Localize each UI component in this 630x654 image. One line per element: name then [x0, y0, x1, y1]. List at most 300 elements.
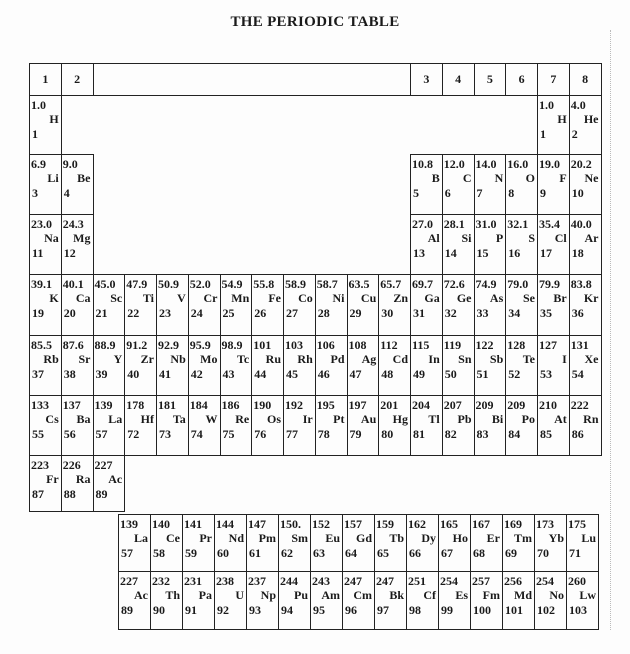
element-symbol: Ho: [452, 531, 468, 545]
element-symbol: Re: [235, 412, 250, 426]
element-cell-h: [537, 95, 570, 155]
atomic-mass: 58.7: [316, 277, 338, 291]
atomic-number: 32: [444, 306, 457, 320]
element-cell-ni: [315, 274, 348, 336]
element-cell-mn: [220, 274, 253, 336]
element-cell-cs: [29, 395, 62, 456]
atomic-number: 34: [508, 306, 521, 320]
atomic-mass: 150.: [280, 517, 301, 531]
atomic-number: 98: [409, 603, 421, 617]
atomic-number: 67: [441, 546, 453, 560]
element-symbol: Np: [260, 588, 276, 602]
atomic-number: 30: [381, 306, 394, 320]
element-cell-pd: [315, 335, 348, 396]
atomic-number: 83: [476, 427, 489, 441]
atomic-mass: 223: [31, 458, 49, 472]
atomic-mass: 257: [472, 574, 490, 588]
element-cell-b: [410, 154, 443, 215]
element-cell-na: [29, 214, 62, 275]
atomic-mass: 95.9: [189, 338, 211, 352]
atomic-mass: 195: [316, 398, 335, 412]
atomic-number: 5: [413, 186, 419, 200]
element-cell-se: [505, 274, 538, 336]
atomic-mass: 157: [344, 517, 362, 531]
element-symbol: Rn: [583, 412, 599, 426]
element-cell-pu: [278, 571, 311, 630]
atomic-number: 23: [159, 306, 171, 320]
atomic-number: 71: [569, 546, 581, 560]
element-cell-nd: [214, 514, 247, 572]
atomic-mass: 12.0: [443, 157, 465, 171]
atomic-mass: 112: [380, 338, 398, 352]
element-symbol: Cl: [554, 231, 567, 245]
element-symbol: Po: [521, 412, 535, 426]
element-cell-li: [29, 154, 62, 215]
element-cell-sr: [61, 335, 94, 396]
element-cell-ne: [569, 154, 602, 215]
atomic-number: 1: [32, 127, 38, 141]
atomic-mass: 251: [408, 574, 426, 588]
element-symbol: Br: [553, 291, 567, 305]
element-symbol: O: [525, 171, 535, 185]
element-symbol: S: [528, 231, 535, 245]
atomic-mass: 254: [440, 574, 458, 588]
atomic-mass: 231: [184, 574, 202, 588]
element-symbol: Cm: [353, 588, 372, 602]
element-symbol: Sc: [110, 291, 123, 305]
element-cell-ra: [61, 455, 94, 512]
element-symbol: Lu: [581, 531, 596, 545]
element-symbol: Sr: [78, 352, 91, 366]
atomic-mass: 140: [152, 517, 170, 531]
atomic-mass: 169: [504, 517, 522, 531]
atomic-number: 84: [508, 427, 521, 441]
atomic-mass: 40.0: [570, 217, 592, 231]
element-symbol: Am: [321, 588, 340, 602]
atomic-number: 24: [190, 306, 203, 320]
atomic-number: 27: [286, 306, 298, 320]
element-symbol: N: [494, 171, 504, 185]
atomic-mass: 122: [475, 338, 494, 352]
element-cell-ir: [283, 395, 316, 456]
atomic-mass: 186: [221, 398, 240, 412]
atomic-mass: 190: [253, 398, 272, 412]
atomic-number: 9: [540, 186, 546, 200]
atomic-mass: 254: [536, 574, 554, 588]
atomic-mass: 14.0: [475, 157, 497, 171]
element-cell-os: [251, 395, 284, 456]
atomic-number: 21: [95, 306, 108, 320]
element-cell-lw: [566, 571, 599, 630]
atomic-mass: 133: [31, 398, 49, 412]
element-symbol: Os: [266, 412, 281, 426]
element-cell-bi: [474, 395, 507, 456]
atomic-mass: 52.0: [189, 277, 211, 291]
atomic-mass: 40.1: [62, 277, 84, 291]
element-cell-ba: [61, 395, 94, 456]
element-cell-pr: [182, 514, 215, 572]
element-symbol: Mn: [231, 291, 250, 305]
atomic-mass: 1.0: [539, 98, 554, 112]
scan-edge: [610, 30, 612, 630]
element-symbol: Hg: [392, 412, 408, 426]
element-symbol: W: [205, 412, 218, 426]
atomic-mass: 28.1: [443, 217, 465, 231]
element-cell-h: [29, 95, 62, 155]
atomic-mass: 79.9: [539, 277, 560, 291]
element-symbol: Nd: [228, 531, 244, 545]
element-symbol: B: [431, 171, 440, 185]
atomic-number: 91: [185, 603, 197, 617]
element-symbol: Au: [360, 412, 377, 426]
element-cell-sm: [278, 514, 311, 572]
atomic-number: 64: [345, 546, 357, 560]
atomic-number: 20: [63, 306, 76, 320]
element-cell-fm: [470, 571, 503, 630]
atomic-number: 15: [476, 246, 489, 260]
atomic-number: 90: [153, 603, 165, 617]
element-cell-cd: [378, 335, 411, 396]
atomic-mass: 201: [380, 398, 399, 412]
atomic-number: 58: [153, 546, 165, 560]
atomic-number: 12: [63, 246, 76, 260]
element-symbol: Md: [514, 588, 532, 602]
atomic-number: 74: [190, 427, 203, 441]
element-cell-es: [438, 571, 471, 630]
element-symbol: Co: [298, 291, 313, 305]
atomic-number: 78: [317, 427, 330, 441]
element-symbol: At: [554, 412, 567, 426]
atomic-mass: 20.2: [570, 157, 592, 171]
element-symbol: Xe: [584, 352, 599, 366]
element-symbol: Fe: [268, 291, 281, 305]
atomic-number: 26: [254, 306, 267, 320]
atomic-mass: 247: [344, 574, 362, 588]
element-symbol: Sn: [458, 352, 472, 366]
element-cell-sc: [93, 274, 126, 336]
element-cell-ta: [156, 395, 189, 456]
element-symbol: Ac: [134, 588, 148, 602]
atomic-mass: 54.9: [221, 277, 243, 291]
atomic-number: 60: [217, 546, 229, 560]
element-cell-np: [246, 571, 279, 630]
element-cell-u: [214, 571, 247, 630]
element-cell-re: [220, 395, 253, 456]
atomic-number: 47: [349, 367, 362, 381]
atomic-mass: 16.0: [507, 157, 529, 171]
element-symbol: As: [489, 291, 504, 305]
element-symbol: Bi: [491, 412, 504, 426]
group-header-7: 7: [537, 63, 570, 96]
element-symbol: Th: [165, 588, 180, 602]
atomic-mass: 19.0: [539, 157, 560, 171]
atomic-mass: 55.8: [253, 277, 275, 291]
element-symbol: Pb: [457, 412, 472, 426]
element-symbol: I: [562, 352, 567, 366]
atomic-mass: 238: [216, 574, 234, 588]
atomic-mass: 115: [412, 338, 430, 352]
atomic-mass: 24.3: [62, 217, 84, 231]
atomic-number: 40: [127, 367, 140, 381]
atomic-number: 87: [32, 487, 44, 501]
element-symbol: Pt: [333, 412, 345, 426]
atomic-mass: 10.8: [412, 157, 433, 171]
element-symbol: He: [583, 112, 599, 126]
atomic-number: 70: [537, 546, 549, 560]
element-cell-al: [410, 214, 443, 275]
atomic-number: 11: [32, 246, 44, 260]
element-symbol: Se: [523, 291, 535, 305]
element-cell-i: [537, 335, 570, 396]
element-symbol: U: [235, 588, 244, 602]
atomic-mass: 178: [126, 398, 145, 412]
element-cell-md: [502, 571, 535, 630]
element-cell-ga: [410, 274, 443, 336]
element-cell-tb: [374, 514, 407, 572]
atomic-number: 88: [63, 487, 76, 501]
header-blank-box: [93, 63, 412, 96]
atomic-number: 7: [476, 186, 483, 200]
atomic-number: 6: [444, 186, 451, 200]
atomic-mass: 85.5: [31, 338, 52, 352]
element-symbol: Eu: [325, 531, 340, 545]
atomic-number: 66: [409, 546, 421, 560]
atomic-mass: 144: [216, 517, 234, 531]
atomic-number: 18: [571, 246, 584, 260]
element-symbol: Pm: [258, 531, 276, 545]
atomic-mass: 103: [285, 338, 303, 352]
atomic-mass: 237: [248, 574, 266, 588]
element-symbol: C: [462, 171, 472, 185]
atomic-mass: 127: [539, 338, 557, 352]
atomic-mass: 175: [568, 517, 586, 531]
atomic-number: 53: [540, 367, 552, 381]
element-cell-w: [188, 395, 221, 456]
group-header-2: 2: [61, 63, 94, 96]
element-symbol: Rb: [43, 352, 59, 366]
element-cell-ge: [442, 274, 475, 336]
element-symbol: Li: [47, 171, 59, 185]
element-symbol: H: [557, 112, 567, 126]
atomic-number: 101: [505, 603, 523, 617]
atomic-number: 65: [377, 546, 389, 560]
atomic-number: 75: [222, 427, 235, 441]
element-cell-rh: [283, 335, 316, 396]
atomic-mass: 159: [376, 517, 394, 531]
atomic-number: 89: [95, 487, 108, 501]
atomic-mass: 50.9: [158, 277, 179, 291]
atomic-number: 1: [540, 127, 546, 141]
atomic-number: 72: [127, 427, 140, 441]
element-cell-in: [410, 335, 443, 396]
atomic-mass: 260: [568, 574, 586, 588]
element-cell-bk: [374, 571, 407, 630]
atomic-number: 94: [281, 603, 293, 617]
element-symbol: Be: [77, 171, 91, 185]
element-symbol: Dy: [421, 531, 436, 545]
atomic-mass: 91.2: [126, 338, 148, 352]
atomic-mass: 210: [539, 398, 557, 412]
element-symbol: Ga: [424, 291, 440, 305]
atomic-number: 79: [349, 427, 362, 441]
element-cell-tc: [220, 335, 253, 396]
atomic-number: 44: [254, 367, 267, 381]
atomic-number: 89: [121, 603, 133, 617]
atomic-mass: 108: [348, 338, 367, 352]
element-cell-sn: [442, 335, 475, 396]
element-symbol: Tm: [514, 531, 532, 545]
atomic-number: 103: [569, 603, 587, 617]
element-symbol: Hf: [140, 412, 154, 426]
atomic-number: 76: [254, 427, 267, 441]
element-symbol: Sm: [291, 531, 308, 545]
atomic-number: 68: [473, 546, 485, 560]
atomic-number: 41: [159, 367, 171, 381]
atomic-number: 42: [190, 367, 203, 381]
atomic-mass: 209: [475, 398, 494, 412]
atomic-number: 69: [505, 546, 517, 560]
atomic-number: 2: [571, 127, 578, 141]
element-cell-rn: [569, 395, 602, 456]
element-cell-ac: [118, 571, 151, 630]
element-symbol: Mo: [200, 352, 218, 366]
atomic-number: 45: [286, 367, 298, 381]
atomic-mass: 83.8: [570, 277, 592, 291]
atomic-mass: 1.0: [31, 98, 46, 112]
element-symbol: Ne: [584, 171, 599, 185]
atomic-mass: 141: [184, 517, 202, 531]
element-cell-o: [505, 154, 538, 215]
atomic-number: 28: [317, 306, 330, 320]
atomic-number: 57: [121, 546, 133, 560]
element-cell-si: [442, 214, 475, 275]
element-symbol: Ac: [108, 472, 123, 486]
atomic-number: 59: [185, 546, 197, 560]
atomic-number: 25: [222, 306, 235, 320]
element-symbol: Sb: [489, 352, 504, 366]
atomic-number: 38: [63, 367, 76, 381]
atomic-mass: 181: [158, 398, 176, 412]
atomic-number: 63: [313, 546, 325, 560]
element-cell-mg: [61, 214, 94, 275]
atomic-mass: 139: [94, 398, 113, 412]
atomic-number: 62: [281, 546, 293, 560]
atomic-mass: 79.0: [507, 277, 529, 291]
atomic-number: 13: [413, 246, 425, 260]
atomic-number: 100: [473, 603, 491, 617]
atomic-number: 17: [540, 246, 552, 260]
atomic-number: 54: [571, 367, 584, 381]
element-cell-au: [347, 395, 380, 456]
atomic-mass: 192: [285, 398, 303, 412]
atomic-mass: 35.4: [539, 217, 560, 231]
element-cell-cr: [188, 274, 221, 336]
atomic-mass: 152: [312, 517, 330, 531]
element-cell-ce: [150, 514, 183, 572]
atomic-mass: 162: [408, 517, 426, 531]
element-symbol: In: [428, 352, 440, 366]
atomic-mass: 247: [376, 574, 394, 588]
atomic-number: 56: [63, 427, 76, 441]
atomic-mass: 207: [443, 398, 462, 412]
element-cell-n: [474, 154, 507, 215]
element-symbol: F: [559, 171, 567, 185]
element-cell-te: [505, 335, 538, 396]
atomic-number: 43: [222, 367, 235, 381]
element-cell-ag: [347, 335, 380, 396]
group-header-5: 5: [474, 63, 507, 96]
element-symbol: Pu: [293, 588, 308, 602]
atomic-number: 22: [127, 306, 140, 320]
atomic-number: 49: [413, 367, 425, 381]
atomic-mass: 47.9: [126, 277, 148, 291]
element-symbol: Ta: [172, 412, 186, 426]
element-symbol: Pr: [199, 531, 212, 545]
element-symbol: Ar: [584, 231, 599, 245]
element-symbol: Cu: [360, 291, 377, 305]
atomic-mass: 45.0: [94, 277, 116, 291]
atomic-number: 39: [95, 367, 108, 381]
atomic-mass: 39.1: [31, 277, 52, 291]
element-cell-cm: [342, 571, 375, 630]
element-symbol: Nb: [170, 352, 186, 366]
atomic-mass: 167: [472, 517, 490, 531]
element-symbol: V: [177, 291, 186, 305]
element-cell-er: [470, 514, 503, 572]
element-cell-la: [93, 395, 126, 456]
element-symbol: Ge: [456, 291, 472, 305]
element-symbol: La: [133, 531, 148, 545]
element-cell-cf: [406, 571, 439, 630]
atomic-number: 95: [313, 603, 325, 617]
element-cell-y: [93, 335, 126, 396]
atomic-number: 57: [95, 427, 108, 441]
element-cell-gd: [342, 514, 375, 572]
group-header-8: 8: [569, 63, 602, 96]
element-symbol: Pa: [198, 588, 212, 602]
element-symbol: Er: [486, 531, 500, 545]
atomic-number: 86: [571, 427, 584, 441]
element-cell-no: [534, 571, 567, 630]
atomic-mass: 63.5: [348, 277, 370, 291]
element-symbol: Tl: [428, 412, 440, 426]
atomic-mass: 27.0: [412, 217, 433, 231]
atomic-number: 29: [349, 306, 362, 320]
atomic-mass: 88.9: [94, 338, 116, 352]
element-cell-lu: [566, 514, 599, 572]
atomic-mass: 222: [570, 398, 589, 412]
element-cell-pb: [442, 395, 475, 456]
atomic-mass: 137: [62, 398, 81, 412]
element-cell-p: [474, 214, 507, 275]
element-symbol: Bk: [389, 588, 404, 602]
atomic-number: 33: [476, 306, 489, 320]
element-cell-at: [537, 395, 570, 456]
element-symbol: Fm: [482, 588, 500, 602]
element-symbol: H: [49, 112, 59, 126]
atomic-mass: 4.0: [570, 98, 586, 112]
atomic-mass: 106: [316, 338, 335, 352]
atomic-mass: 32.1: [507, 217, 529, 231]
element-cell-zn: [378, 274, 411, 336]
atomic-mass: 65.7: [380, 277, 402, 291]
element-cell-kr: [569, 274, 602, 336]
atomic-mass: 226: [62, 458, 81, 472]
element-cell-cl: [537, 214, 570, 275]
element-cell-hg: [378, 395, 411, 456]
element-cell-fr: [29, 455, 62, 512]
element-cell-rb: [29, 335, 62, 396]
